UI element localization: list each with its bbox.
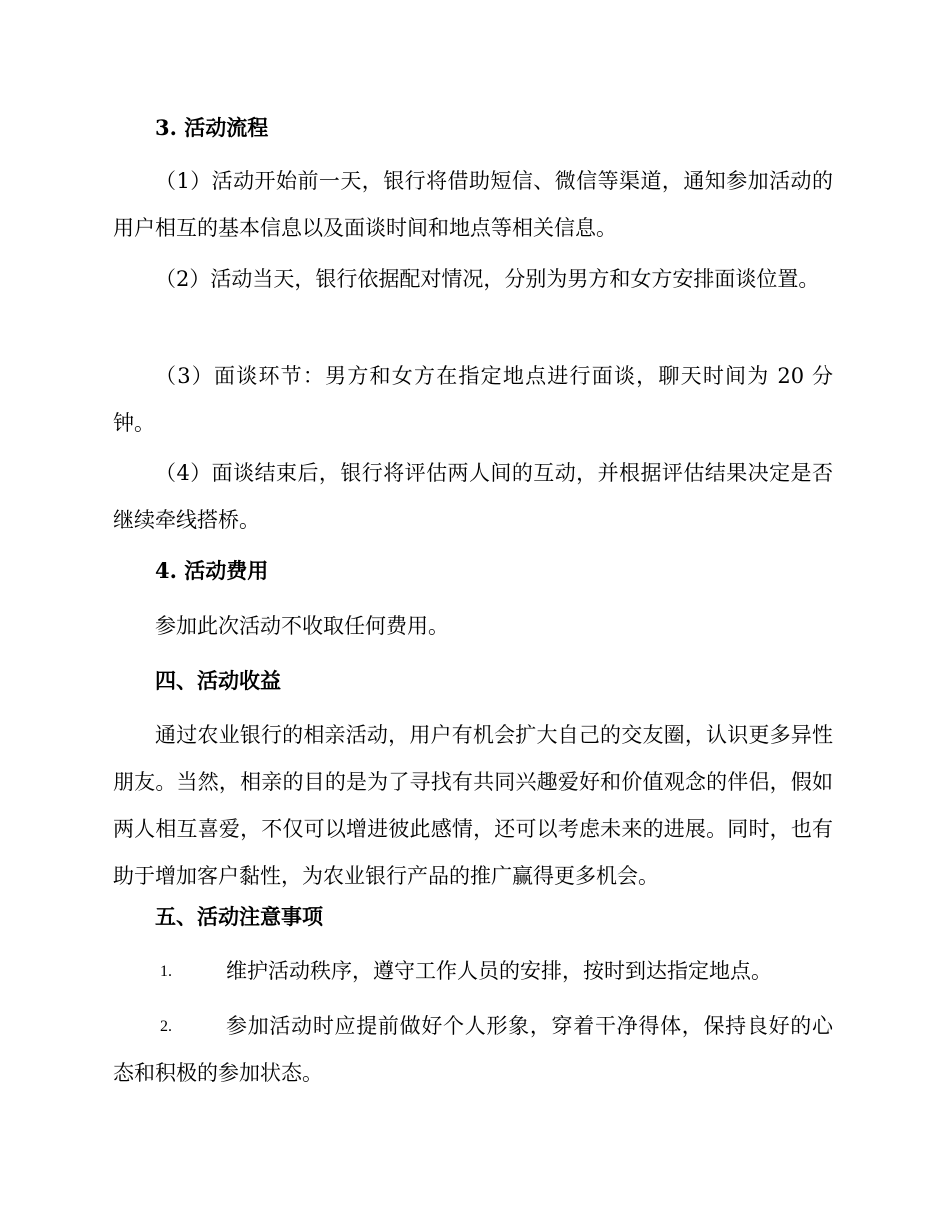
notice-item-2-number: 2.: [160, 1018, 172, 1035]
step-1-paragraph: （1）活动开始前一天，银行将借助短信、微信等渠道，通知参加活动的用户相互的基本信息以及面谈时间和地点等相关信息。: [113, 169, 833, 240]
benefits-paragraph: 通过农业银行的相亲活动，用户有机会扩大自己的交友圈，认识更多异性朋友。当然，相亲的目的是为了寻找有共同兴趣爱好和价值观念的伴侣，假如两人相互喜爱，不仅可以增进彼此感情，还可以考虑未来的进展。同时，也有助于增加客户黏性，为农业银行产品的推广赢得更多机会。: [113, 723, 833, 888]
part-4-heading: 四、活动收益: [155, 668, 281, 693]
notice-item-2: [113, 1003, 833, 1097]
step-4-paragraph: （4）面谈结束后，银行将评估两人间的互动，并根据评估结果决定是否继续牵线搭桥。: [113, 461, 833, 532]
notice-item-1-text: 维护活动秩序，遵守工作人员的安排，按时到达指定地点。: [226, 959, 772, 983]
notice-item-1: [113, 948, 833, 995]
section-4-heading: 4. 活动费用: [155, 558, 269, 583]
fee-paragraph: 参加此次活动不收取任何费用。: [155, 614, 449, 638]
notice-item-1-number: 1.: [160, 963, 172, 980]
step-2-paragraph: （2）活动当天，银行依据配对情况，分别为男方和女方安排面谈位置。: [155, 267, 820, 291]
step-3-paragraph: （3）面谈环节：男方和女方在指定地点进行面谈，聊天时间为 20 分钟。: [113, 364, 833, 435]
notice-item-2-text: 参加活动时应提前做好个人形象，穿着干净得体，保持良好的心态和积极的参加状态。: [113, 1014, 833, 1085]
part-5-heading: 五、活动注意事项: [155, 904, 323, 929]
section-3-heading: 3. 活动流程: [155, 115, 269, 140]
